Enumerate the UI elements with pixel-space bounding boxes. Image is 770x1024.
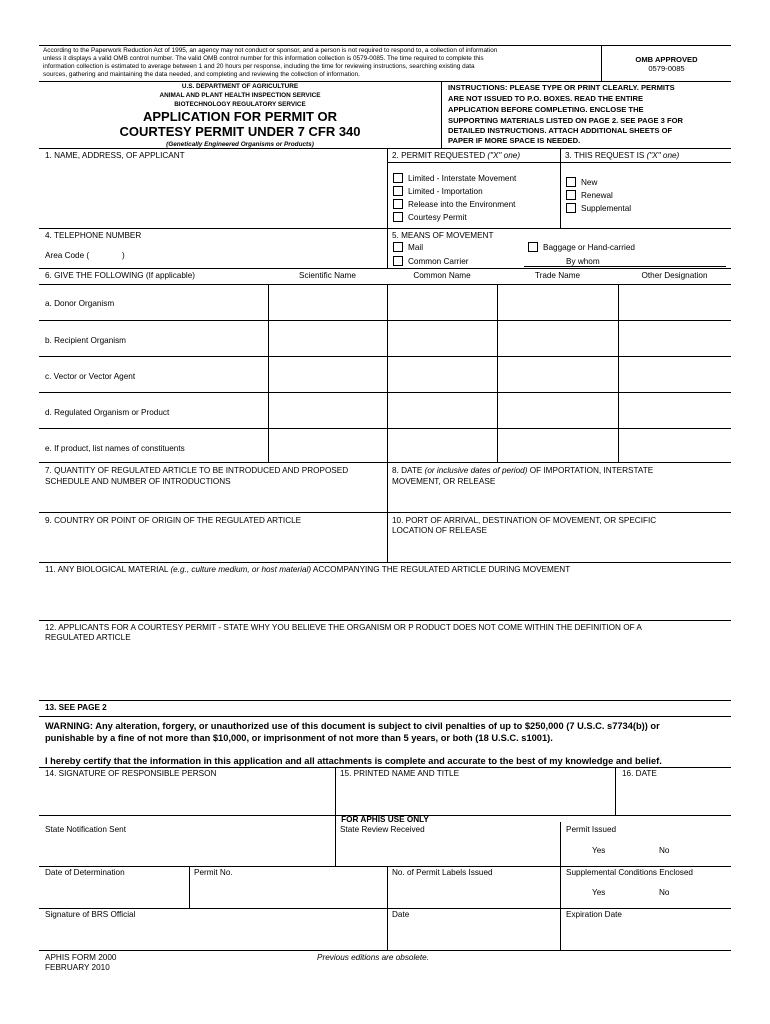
by-whom-line bbox=[524, 266, 726, 267]
column-scientific-name: Scientific Name bbox=[299, 271, 356, 280]
request-new-label: New bbox=[581, 178, 598, 187]
movement-baggage-checkbox[interactable] bbox=[528, 242, 538, 252]
permit-importation-checkbox[interactable] bbox=[393, 186, 403, 196]
signature-brs-label: Signature of BRS Official bbox=[45, 910, 136, 919]
permit-issued-no: No bbox=[659, 846, 670, 855]
footer-form-number: APHIS FORM 2000 bbox=[45, 953, 117, 962]
movement-baggage-label: Baggage or Hand-carried bbox=[543, 243, 635, 252]
form-title-line2: COURTESY PERMIT UNDER 7 CFR 340 bbox=[119, 124, 361, 139]
permit-importation-label: Limited - Importation bbox=[408, 187, 483, 196]
permit-courtesy-checkbox[interactable] bbox=[393, 212, 403, 222]
date-label: Date bbox=[392, 910, 410, 919]
footer-obsolete-note: Previous editions are obsolete. bbox=[317, 953, 429, 962]
supplemental-conditions-label: Supplemental Conditions Enclosed bbox=[566, 868, 693, 877]
permit-issued-label: Permit Issued bbox=[566, 825, 617, 834]
movement-carrier-checkbox[interactable] bbox=[393, 256, 403, 266]
form-title-line1: APPLICATION FOR PERMIT OR bbox=[142, 109, 338, 124]
top-border bbox=[39, 45, 731, 46]
request-renewal-label: Renewal bbox=[581, 191, 613, 200]
instructions-5: DETAILED INSTRUCTIONS. ATTACH ADDITIONAL SHEETS OF bbox=[448, 126, 673, 135]
paperwork-notice-4: sources, gathering and maintaining the data needed, and completing and reviewing the collection of information. bbox=[43, 71, 360, 78]
instructions-1: INSTRUCTIONS: PLEASE TYPE OR PRINT CLEARLY. PERMITS bbox=[448, 83, 675, 92]
field-16-label: 16. DATE bbox=[622, 769, 657, 778]
field-4-label: 4. TELEPHONE NUMBER bbox=[45, 231, 142, 240]
field-8-line2: MOVEMENT, OR RELEASE bbox=[392, 477, 496, 486]
field-12-line1: 12. APPLICANTS FOR A COURTESY PERMIT - STATE WHY YOU BELIEVE THE ORGANISM OR P RODUCT DOES NOT COME WITHIN THE DEFINITION OF A bbox=[45, 623, 642, 632]
omb-number: 0579-0085 bbox=[648, 64, 685, 73]
field-11-label: 11. ANY BIOLOGICAL MATERIAL (e.g., culture medium, or host material) ACCOMPANYING THE REGULATED ARTICLE DURING MOVEMENT bbox=[45, 565, 571, 574]
by-whom-label: By whom bbox=[566, 257, 600, 266]
instructions-2: ARE NOT ISSUED TO P.O. BOXES. READ THE ENTIRE bbox=[448, 94, 644, 103]
field-14-label: 14. SIGNATURE OF RESPONSIBLE PERSON bbox=[45, 769, 217, 778]
state-notification-label: State Notification Sent bbox=[45, 825, 127, 834]
field-9-label: 9. COUNTRY OR POINT OF ORIGIN OF THE REGULATED ARTICLE bbox=[45, 516, 302, 525]
supplemental-conditions-yes: Yes bbox=[592, 888, 606, 897]
state-review-label: State Review Received bbox=[340, 825, 425, 834]
row-regulated-organism: d. Regulated Organism or Product bbox=[45, 408, 170, 417]
request-new-checkbox[interactable] bbox=[566, 177, 576, 187]
permit-interstate-checkbox[interactable] bbox=[393, 173, 403, 183]
field-6-label: 6. GIVE THE FOLLOWING (If applicable) bbox=[45, 271, 195, 280]
footer-form-date: FEBRUARY 2010 bbox=[45, 963, 110, 972]
field-8-line1: 8. DATE (or inclusive dates of period) OF IMPORTATION, INTERSTATE bbox=[392, 466, 654, 475]
area-code-close: ) bbox=[122, 251, 125, 260]
permit-release-checkbox[interactable] bbox=[393, 199, 403, 209]
agency-office: BIOTECHNOLOGY REGULATORY SERVICE bbox=[174, 101, 306, 108]
omb-approved: OMB APPROVED bbox=[635, 55, 698, 64]
movement-carrier-label: Common Carrier bbox=[408, 257, 469, 266]
permit-courtesy-label: Courtesy Permit bbox=[408, 213, 467, 222]
column-common-name: Common Name bbox=[413, 271, 471, 280]
paperwork-notice-3: information collection is estimated to average between 1 and 20 hours per response, including the time for reviewing instructions, searching existing data bbox=[43, 63, 475, 70]
instructions-3: APPLICATION BEFORE COMPLETING. ENCLOSE THE bbox=[448, 105, 644, 114]
movement-mail-label: Mail bbox=[408, 243, 424, 252]
request-supplemental-checkbox[interactable] bbox=[566, 203, 576, 213]
form-subtitle: (Genetically Engineered Organisms or Products) bbox=[166, 141, 314, 148]
date-of-determination-label: Date of Determination bbox=[45, 868, 125, 877]
field-2-label: 2. PERMIT REQUESTED ("X" one) bbox=[392, 151, 521, 160]
permit-interstate-label: Limited - Interstate Movement bbox=[408, 174, 517, 183]
labels-issued-label: No. of Permit Labels Issued bbox=[392, 868, 493, 877]
field-5-label: 5. MEANS OF MOVEMENT bbox=[392, 231, 494, 240]
field-1-label: 1. NAME, ADDRESS, OF APPLICANT bbox=[45, 151, 185, 160]
field-3-label: 3. THIS REQUEST IS ("X" one) bbox=[565, 151, 680, 160]
movement-mail-checkbox[interactable] bbox=[393, 242, 403, 252]
permit-no-label: Permit No. bbox=[194, 868, 233, 877]
row-donor-organism: a. Donor Organism bbox=[45, 299, 115, 308]
instructions-6: PAPER IF MORE SPACE IS NEEDED. bbox=[448, 136, 581, 145]
agency-service: ANIMAL AND PLANT HEALTH INSPECTION SERVICE bbox=[159, 92, 321, 99]
paperwork-notice-2: unless it displays a valid OMB control number. The valid OMB control number for this information collection is 0579-0085. The time required to complete this bbox=[43, 55, 484, 62]
field-10-line1: 10. PORT OF ARRIVAL, DESTINATION OF MOVEMENT, OR SPECIFIC bbox=[392, 516, 657, 525]
permit-issued-yes: Yes bbox=[592, 846, 606, 855]
field-12-line2: REGULATED ARTICLE bbox=[45, 633, 131, 642]
row-recipient-organism: b. Recipient Organism bbox=[45, 336, 126, 345]
expiration-date-label: Expiration Date bbox=[566, 910, 622, 919]
warning-line2: punishable by a fine of not more than $10,000, or imprisonment of not more than 5 years, or both (18 U.S.C. s1001). bbox=[45, 733, 553, 743]
row-constituents: e. If product, list names of constituents bbox=[45, 444, 185, 453]
column-trade-name: Trade Name bbox=[534, 271, 581, 280]
instructions-4: SUPPORTING MATERIALS LISTED ON PAGE 2. SEE PAGE 3 FOR bbox=[448, 116, 684, 125]
request-renewal-checkbox[interactable] bbox=[566, 190, 576, 200]
agency-dept: U.S. DEPARTMENT OF AGRICULTURE bbox=[181, 83, 299, 90]
field-7-line2: SCHEDULE AND NUMBER OF INTRODUCTIONS bbox=[45, 477, 231, 486]
supplemental-conditions-no: No bbox=[659, 888, 670, 897]
column-other-designation: Other Designation bbox=[641, 271, 708, 280]
paperwork-notice-1: According to the Paperwork Reduction Act of 1995, an agency may not conduct or sponsor, and a person is not required to respond to, a collection of information bbox=[43, 47, 498, 54]
field-10-line2: LOCATION OF RELEASE bbox=[392, 526, 487, 535]
row-vector-agent: c. Vector or Vector Agent bbox=[45, 372, 136, 381]
area-code-label: Area Code ( bbox=[45, 251, 90, 260]
request-supplemental-label: Supplemental bbox=[581, 204, 632, 213]
field-13-label: 13. SEE PAGE 2 bbox=[45, 703, 107, 712]
field-7-line1: 7. QUANTITY OF REGULATED ARTICLE TO BE INTRODUCED AND PROPOSED bbox=[45, 466, 349, 475]
certification-statement: I hereby certify that the information in this application and all attachments is complete and accurate to the best of my knowledge and belief. bbox=[45, 756, 662, 766]
permit-release-label: Release into the Environment bbox=[408, 200, 516, 209]
aphis-use-header: FOR APHIS USE ONLY bbox=[341, 815, 429, 824]
field-15-label: 15. PRINTED NAME AND TITLE bbox=[340, 769, 460, 778]
warning-line1: WARNING: Any alteration, forgery, or unauthorized use of this document is subject to civil penalties of up to $250,000 (7 U.S.C. s7734(b)) or bbox=[45, 721, 660, 731]
